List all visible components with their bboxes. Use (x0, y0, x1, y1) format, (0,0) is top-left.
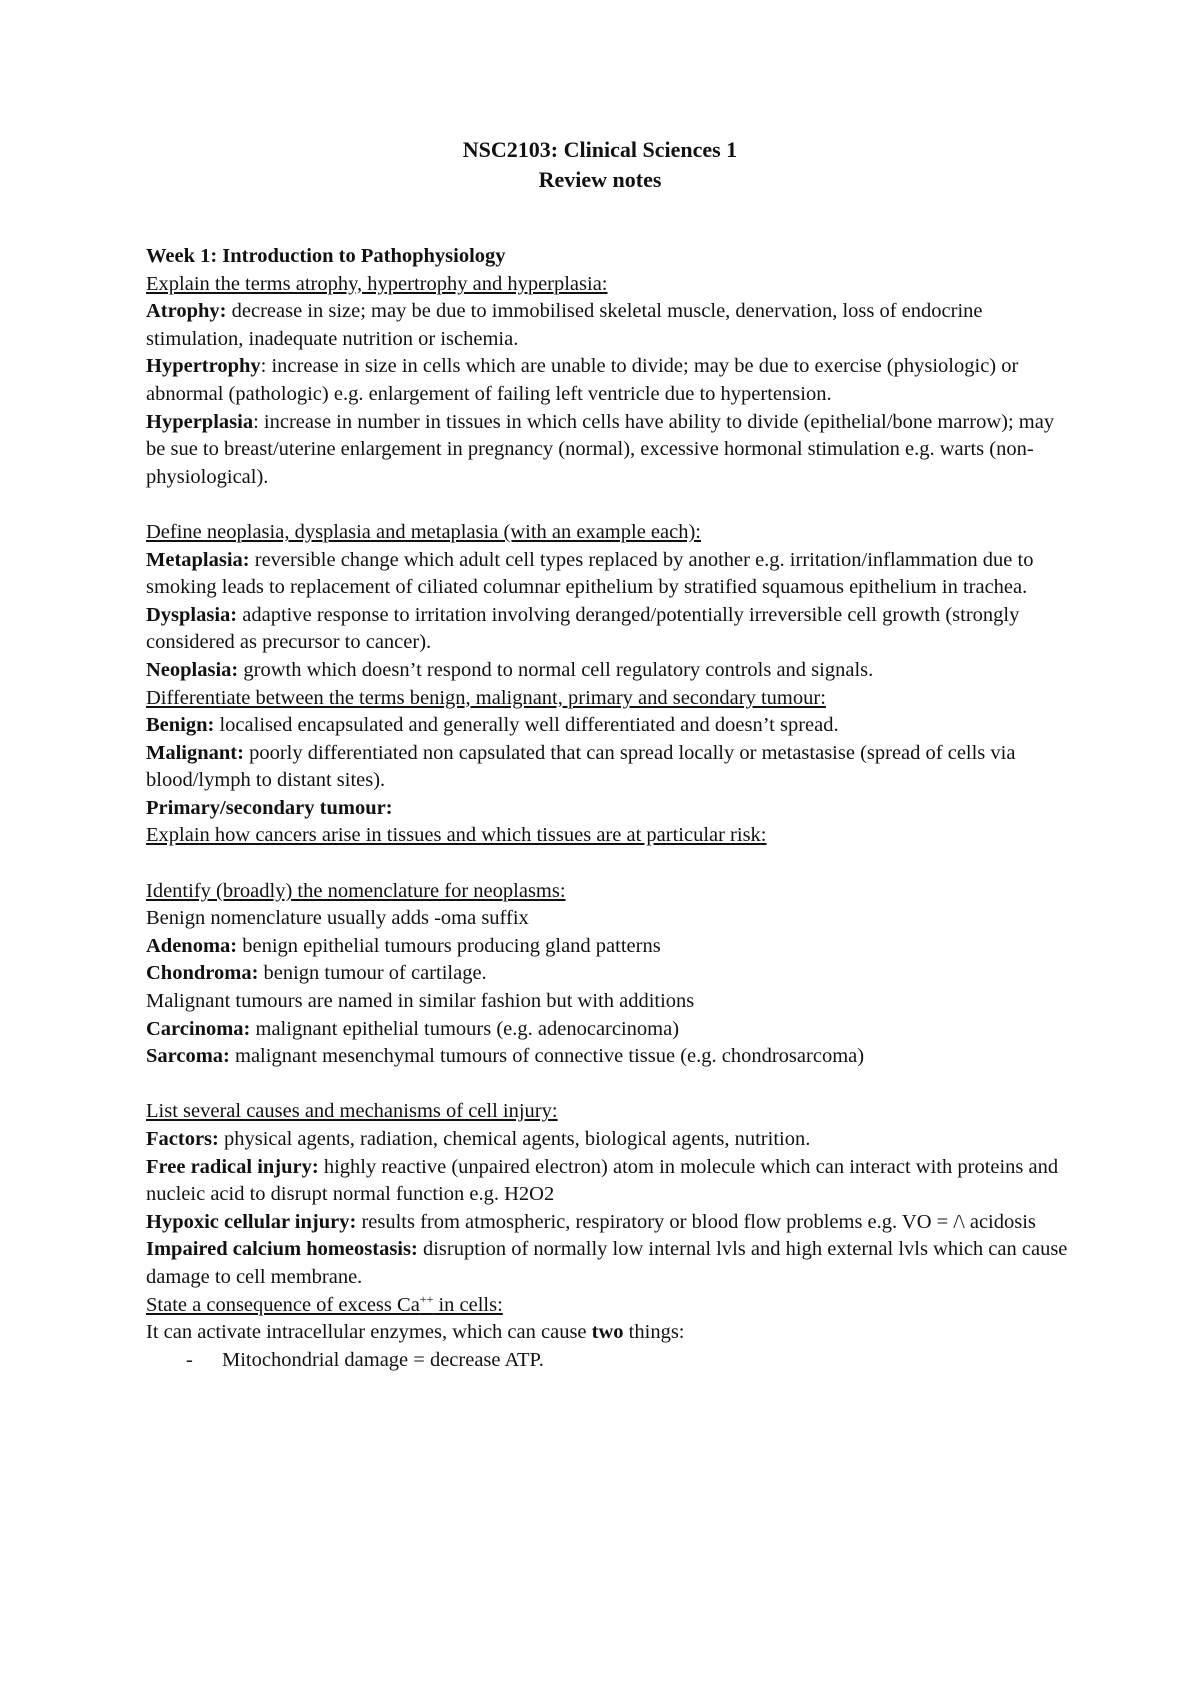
question-heading: Define neoplasia, dysplasia and metaplasia (with an example each): (146, 520, 701, 543)
question-heading: Identify (broadly) the nomenclature for neoplasms: (146, 879, 566, 902)
definition-term: Dysplasia: (146, 603, 238, 626)
definition-term: Benign: (146, 714, 215, 737)
body-text: things: (623, 1321, 685, 1344)
question-heading: Differentiate between the terms benign, malignant, primary and secondary tumour: (146, 686, 826, 709)
definition-paragraph (146, 712, 1076, 740)
definition-term: Hyperplasia (146, 410, 254, 433)
body-line: Malignant tumours are named in similar fashion but with additions (146, 990, 695, 1013)
definition-text: poorly differentiated non capsulated that can spread locally or metastasise (spread of cells via blood/lymph to distant sites). (146, 741, 1016, 792)
body-line (146, 1319, 1076, 1347)
definition-paragraph (146, 960, 1076, 988)
paragraph-gap (146, 491, 1076, 519)
definition-term: Atrophy: (146, 300, 227, 323)
question-heading: Explain the terms atrophy, hypertrophy and hyperplasia: (146, 272, 608, 295)
question-text: State a consequence of excess Ca (146, 1293, 420, 1316)
definition-paragraph (146, 1154, 1076, 1209)
definition-paragraph (146, 657, 1076, 685)
definition-text: : increase in size in cells which are unable to divide; may be due to exercise (physiologic) or abnormal (pathologic) e.g. enlargement of failing left ventricle due to hypertension. (146, 355, 1019, 405)
question-heading: Explain how cancers arise in tissues and which tissues are at particular risk: (146, 824, 767, 847)
definition-paragraph (146, 1126, 1076, 1154)
definition-text: growth which doesn’t respond to normal cell regulatory controls and signals. (238, 658, 874, 681)
definition-term: Chondroma: (146, 962, 259, 985)
definition-text: physical agents, radiation, chemical agents, biological agents, nutrition. (218, 1128, 811, 1150)
week-heading: Week 1: Introduction to Pathophysiology (146, 245, 506, 267)
definition-term: Sarcoma: (146, 1045, 230, 1068)
definition-text: localised encapsulated and generally well differentiated and doesn’t spread. (214, 714, 839, 737)
body-line: Benign nomenclature usually adds -oma suffix (146, 907, 529, 930)
definition-term: Primary/secondary tumour: (146, 796, 393, 819)
document-title: NSC2103: Clinical Sciences 1 (462, 137, 738, 162)
paragraph-gap (146, 850, 1076, 878)
definition-paragraph (146, 1209, 1076, 1237)
definition-text: malignant epithelial tumours (e.g. adenocarcinoma) (250, 1017, 680, 1040)
definition-paragraph (146, 740, 1076, 795)
definition-term: Impaired calcium homeostasis: (146, 1238, 418, 1261)
definition-term: Carcinoma: (146, 1017, 251, 1040)
superscript-charge: ++ (419, 1291, 434, 1306)
definition-text: : increase in number in tissues in which cells have ability to divide (epithelial/bone marrow); may be sue to breast/uterine enlargement in pregnancy (normal), excessive hormonal stimulation e.g. warts (non-physiological). (146, 410, 1055, 488)
definition-term: Neoplasia: (146, 658, 239, 681)
definition-paragraph (146, 602, 1076, 657)
definition-text: malignant mesenchymal tumours of connective tissue (e.g. chondrosarcoma) (229, 1045, 865, 1068)
definition-term: Metaplasia: (146, 548, 250, 571)
question-text: in cells: (433, 1293, 503, 1316)
list-item (146, 1347, 1076, 1375)
definition-text: adaptive response to irritation involving deranged/potentially irreversible cell growth (strongly considered as precursor to cancer). (146, 603, 1020, 654)
emphasis-text: two (591, 1321, 624, 1344)
body-text: It can activate intracellular enzymes, which can cause (146, 1321, 592, 1344)
question-heading: List several causes and mechanisms of cell injury: (146, 1100, 558, 1123)
paragraph-gap (146, 1071, 1076, 1099)
definition-paragraph (146, 1016, 1076, 1044)
definition-term: Hypoxic cellular injury: (146, 1210, 357, 1233)
definition-paragraph (146, 933, 1076, 961)
definition-paragraph (146, 1043, 1076, 1071)
definition-term: Adenoma: (146, 934, 238, 957)
definition-paragraph (146, 1236, 1076, 1291)
document-body (146, 243, 1076, 1374)
definition-paragraph (146, 353, 1076, 408)
definition-text: benign tumour of cartilage. (258, 962, 487, 985)
definition-text: benign epithelial tumours producing gland patterns (237, 934, 661, 957)
list-item-text: Mitochondrial damage = decrease ATP. (222, 1348, 544, 1371)
definition-text: disruption of normally low internal lvls and high external lvls which can cause damage to cell membrane. (146, 1238, 1068, 1288)
definition-term: Malignant: (146, 741, 244, 764)
definition-text: reversible change which adult cell types replaced by another e.g. irritation/inflammation due to smoking leads to replacement of ciliated columnar epithelium by stratified squamous epithelium in trachea. (146, 548, 1034, 599)
definition-text: results from atmospheric, respiratory or blood flow problems e.g. VO = /\ acidosis (356, 1210, 1036, 1233)
document-subtitle: Review notes (538, 167, 662, 192)
definition-text: highly reactive (unpaired electron) atom in molecule which can interact with proteins and nucleic acid to disrupt normal function e.g. H2O2 (146, 1155, 1059, 1206)
bullet-dash: - (186, 1348, 193, 1371)
definition-paragraph (146, 409, 1076, 492)
definition-term: Free radical injury: (146, 1155, 319, 1178)
definition-term: Hypertrophy (146, 355, 261, 378)
definition-text: decrease in size; may be due to immobilised skeletal muscle, denervation, loss of endocrine stimulation, inadequate nutrition or ischemia. (146, 300, 983, 350)
definition-paragraph (146, 547, 1076, 602)
question-heading (146, 1292, 1076, 1320)
definition-paragraph (146, 298, 1076, 353)
definition-term: Factors: (146, 1128, 219, 1150)
